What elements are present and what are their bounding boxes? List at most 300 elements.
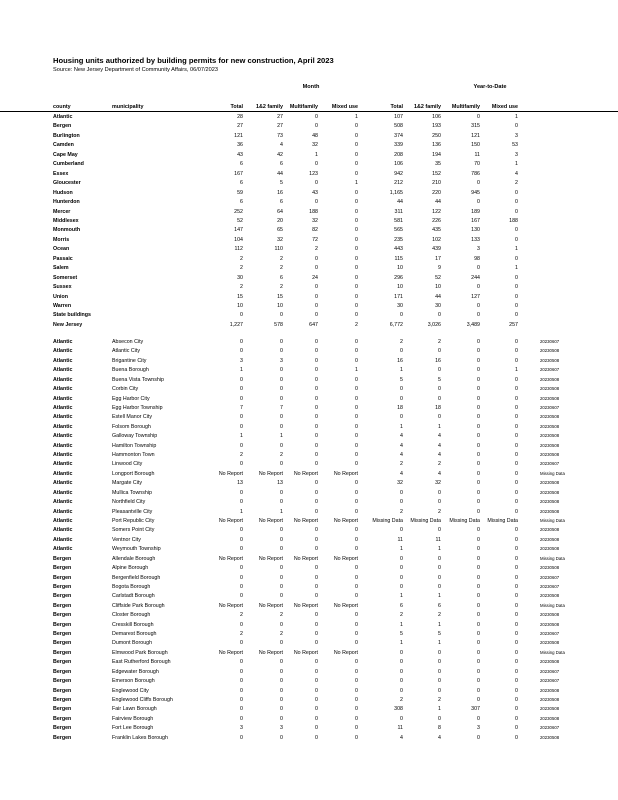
municipality-name: Atlantic City xyxy=(112,348,140,355)
cell-ytd-fam12: 5 xyxy=(438,631,441,638)
cell-month-fam12: 0 xyxy=(280,696,283,703)
cell-month-total: 0 xyxy=(240,499,243,506)
county-name: Bergen xyxy=(53,715,72,722)
cell-month-total: 28 xyxy=(237,114,243,120)
table-row xyxy=(0,404,618,412)
county-name: Bergen xyxy=(53,602,72,609)
cell-ytd-multi: 130 xyxy=(471,227,480,234)
county-name: Essex xyxy=(53,170,69,177)
cell-month-mixed: 1 xyxy=(355,180,358,187)
cell-month-multi: No Report xyxy=(293,555,318,562)
cell-month-mixed: 0 xyxy=(355,696,358,703)
cell-month-multi: 0 xyxy=(315,715,318,722)
county-name: Atlantic xyxy=(53,527,73,534)
county-name: Mercer xyxy=(53,208,71,215)
county-row xyxy=(0,113,618,121)
report-date-code: 20230508 xyxy=(540,508,560,514)
cell-ytd-multi: 244 xyxy=(471,274,480,281)
cell-month-total: 43 xyxy=(237,151,243,158)
table-row xyxy=(0,479,618,487)
cell-ytd-mixed: 0 xyxy=(515,395,518,402)
cell-ytd-fam12: 0 xyxy=(438,489,441,496)
municipality-name: Demarest Borough xyxy=(112,631,157,638)
report-date-code: 20230508 xyxy=(540,386,560,392)
cell-ytd-total: 0 xyxy=(400,312,403,319)
report-date-code: 20230607 xyxy=(540,583,560,589)
cell-ytd-mixed: 1 xyxy=(515,114,518,120)
county-row xyxy=(0,217,618,225)
cell-ytd-fam12: 1 xyxy=(438,546,441,553)
cell-ytd-fam12: 4 xyxy=(438,470,441,477)
cell-month-mixed: 0 xyxy=(355,574,358,581)
cell-ytd-total: 0 xyxy=(400,527,403,534)
cell-month-multi: 0 xyxy=(315,114,318,120)
county-row xyxy=(0,274,618,282)
cell-month-mixed: 0 xyxy=(355,123,358,130)
cell-month-multi: 0 xyxy=(315,312,318,319)
cell-ytd-fam12: 0 xyxy=(438,583,441,590)
municipality-name: Edgewater Borough xyxy=(112,668,159,675)
county-name: Bergen xyxy=(53,659,72,666)
cell-month-multi: 0 xyxy=(315,376,318,383)
cell-ytd-mixed: 0 xyxy=(515,725,518,732)
cell-month-mixed: 0 xyxy=(355,536,358,543)
cell-ytd-mixed: 1 xyxy=(515,161,518,168)
cell-month-total: 36 xyxy=(237,142,243,149)
cell-ytd-mixed: 0 xyxy=(515,284,518,291)
municipality-name: Fair Lawn Borough xyxy=(112,706,157,713)
cell-ytd-mixed: 0 xyxy=(515,583,518,590)
cell-month-mixed: 0 xyxy=(355,668,358,675)
cell-month-mixed: 0 xyxy=(355,480,358,487)
cell-ytd-multi: 3,489 xyxy=(466,321,480,328)
report-date-code: 20230508 xyxy=(540,489,560,495)
cell-ytd-mixed: 0 xyxy=(515,414,518,421)
cell-ytd-mixed: 0 xyxy=(515,527,518,534)
cell-month-mixed: 0 xyxy=(355,565,358,572)
county-name: Atlantic xyxy=(53,433,73,440)
cell-ytd-fam12: 0 xyxy=(438,668,441,675)
cell-ytd-fam12: 0 xyxy=(438,348,441,355)
cell-ytd-total: 311 xyxy=(394,208,403,215)
table-row xyxy=(0,564,618,572)
cell-ytd-multi: 0 xyxy=(477,480,480,487)
table-row xyxy=(0,536,618,544)
cell-ytd-total: 16 xyxy=(397,357,403,364)
county-row xyxy=(0,122,618,130)
cell-month-mixed: 0 xyxy=(355,236,358,243)
municipality-name: Fairview Borough xyxy=(112,715,154,722)
cell-month-total: 0 xyxy=(240,489,243,496)
county-name: Union xyxy=(53,293,69,300)
report-date-code: 20230508 xyxy=(540,442,560,448)
cell-month-fam12: 2 xyxy=(280,612,283,619)
cell-ytd-multi: 0 xyxy=(477,640,480,647)
cell-ytd-multi: 0 xyxy=(477,452,480,459)
cell-ytd-fam12: 4 xyxy=(438,442,441,449)
municipality-name: Northfield City xyxy=(112,499,146,506)
cell-month-multi: 647 xyxy=(309,321,318,328)
cell-ytd-multi: 0 xyxy=(477,442,480,449)
county-name: Bergen xyxy=(53,555,72,562)
county-name: Burlington xyxy=(53,132,80,139)
cell-ytd-fam12: 10 xyxy=(435,284,441,291)
county-name: Atlantic xyxy=(53,376,73,383)
report-date-code: Missing Data xyxy=(540,555,565,561)
table-row xyxy=(0,677,618,685)
cell-ytd-multi: 0 xyxy=(477,312,480,319)
report-date-code: 20230508 xyxy=(540,593,560,599)
cell-month-multi: 0 xyxy=(315,621,318,628)
cell-ytd-mixed: Missing Data xyxy=(487,517,518,524)
cell-month-mixed: 0 xyxy=(355,132,358,139)
cell-ytd-fam12: 0 xyxy=(438,386,441,393)
cell-month-fam12: 2 xyxy=(280,265,283,272)
cell-ytd-total: 2 xyxy=(400,339,403,345)
table-row xyxy=(0,432,618,440)
cell-ytd-mixed: 0 xyxy=(515,593,518,600)
table-row xyxy=(0,574,618,582)
cell-month-multi: 0 xyxy=(315,678,318,685)
cell-ytd-mixed: 0 xyxy=(515,303,518,309)
cell-month-fam12: 3 xyxy=(280,357,283,364)
table-row xyxy=(0,696,618,704)
cell-month-mixed: No Report xyxy=(333,555,358,562)
cell-ytd-multi: 0 xyxy=(477,433,480,440)
cell-ytd-mixed: 0 xyxy=(515,199,518,206)
report-date-code: 20230508 xyxy=(540,565,560,571)
cell-month-mixed: 0 xyxy=(355,461,358,468)
cell-ytd-total: 107 xyxy=(394,114,403,120)
cell-ytd-total: 1 xyxy=(400,423,403,430)
county-name: Atlantic xyxy=(53,367,73,374)
county-name: Monmouth xyxy=(53,227,81,234)
municipality-name: Linwood City xyxy=(112,461,143,468)
cell-month-fam12: 0 xyxy=(280,442,283,449)
cell-ytd-mixed: 3 xyxy=(515,132,518,139)
cell-ytd-mixed: 0 xyxy=(515,404,518,411)
county-name: Bergen xyxy=(53,734,72,741)
cell-month-fam12: No Report xyxy=(258,517,283,524)
county-name: Bergen xyxy=(53,583,72,590)
cell-month-total: 59 xyxy=(237,189,243,196)
cell-month-fam12: 16 xyxy=(277,189,283,196)
cell-month-multi: 0 xyxy=(315,414,318,421)
cell-month-mixed: 0 xyxy=(355,715,358,722)
county-name: Gloucester xyxy=(53,180,81,187)
report-date-code: 20230607 xyxy=(540,339,560,344)
report-date-code: 20230508 xyxy=(540,687,560,693)
cell-ytd-total: 106 xyxy=(394,161,403,168)
cell-month-total: 27 xyxy=(237,123,243,130)
cell-ytd-mixed: 0 xyxy=(515,480,518,487)
cell-month-fam12: 20 xyxy=(277,217,283,224)
cell-ytd-mixed: 0 xyxy=(515,734,518,741)
cell-month-total: 7 xyxy=(240,404,243,411)
municipality-name: Englewood Cliffs Borough xyxy=(112,696,173,703)
cell-ytd-total: 0 xyxy=(400,499,403,506)
cell-month-mixed: 0 xyxy=(355,395,358,402)
cell-ytd-fam12: 8 xyxy=(438,725,441,732)
county-name: Atlantic xyxy=(53,536,73,543)
cell-month-multi: 0 xyxy=(315,180,318,187)
county-row xyxy=(0,141,618,149)
cell-ytd-fam12: 0 xyxy=(438,527,441,534)
cell-month-multi: 0 xyxy=(315,480,318,487)
cell-month-multi: 43 xyxy=(312,189,318,196)
cell-ytd-mixed: 0 xyxy=(515,602,518,609)
report-date-code: 20230508 xyxy=(540,423,560,429)
cell-ytd-multi: 133 xyxy=(471,236,480,243)
cell-ytd-multi: 0 xyxy=(477,303,480,309)
report-date-code: 20230607 xyxy=(540,725,560,731)
cell-month-fam12: No Report xyxy=(258,555,283,562)
cell-month-multi: 0 xyxy=(315,527,318,534)
cell-month-total: 0 xyxy=(240,659,243,666)
cell-month-total: 6 xyxy=(240,199,243,206)
table-row xyxy=(0,668,618,676)
cell-ytd-total: 508 xyxy=(394,123,403,130)
cell-ytd-total: 4 xyxy=(400,734,403,741)
cell-ytd-mixed: 0 xyxy=(515,255,518,262)
county-name: Atlantic xyxy=(53,489,73,496)
municipality-name: Ventnor City xyxy=(112,536,141,543)
county-name: State buildings xyxy=(53,312,91,319)
cell-ytd-total: 18 xyxy=(397,404,403,411)
county-row xyxy=(0,321,618,329)
cell-ytd-total: 1,165 xyxy=(389,189,403,196)
cell-ytd-fam12: 35 xyxy=(435,161,441,168)
table-row xyxy=(0,451,618,459)
municipality-name: Somers Point City xyxy=(112,527,155,534)
cell-ytd-multi: 0 xyxy=(477,180,480,187)
cell-month-multi: 0 xyxy=(315,574,318,581)
cell-ytd-mixed: 0 xyxy=(515,433,518,440)
cell-month-multi: 0 xyxy=(315,565,318,572)
cell-month-fam12: 5 xyxy=(280,180,283,187)
cell-ytd-total: 0 xyxy=(400,386,403,393)
cell-ytd-multi: 0 xyxy=(477,508,480,515)
county-name: Atlantic xyxy=(53,546,73,553)
cell-month-multi: 72 xyxy=(312,236,318,243)
cell-ytd-mixed: 0 xyxy=(515,565,518,572)
cell-month-multi: 0 xyxy=(315,499,318,506)
cell-month-total: 0 xyxy=(240,461,243,468)
county-name: Atlantic xyxy=(53,339,73,345)
cell-ytd-mixed: 0 xyxy=(515,470,518,477)
cell-month-mixed: 0 xyxy=(355,659,358,666)
county-row xyxy=(0,283,618,291)
cell-ytd-multi: 307 xyxy=(471,706,480,713)
cell-ytd-mixed: 0 xyxy=(515,339,518,345)
cell-month-multi: 0 xyxy=(315,357,318,364)
county-name: Ocean xyxy=(53,246,70,253)
report-date-code: 20230508 xyxy=(540,414,560,420)
table-row xyxy=(0,583,618,591)
county-row xyxy=(0,189,618,197)
report-title: Housing units authorized by building permits for new construction, April 2023 xyxy=(53,56,334,65)
cell-month-multi: 0 xyxy=(315,423,318,430)
cell-month-mixed: 0 xyxy=(355,678,358,685)
table-row xyxy=(0,517,618,525)
report-date-code: 20230508 xyxy=(540,536,560,542)
cell-ytd-multi: 0 xyxy=(477,339,480,345)
cell-month-mixed: 0 xyxy=(355,255,358,262)
table-row xyxy=(0,498,618,506)
county-row xyxy=(0,198,618,206)
county-row xyxy=(0,226,618,234)
cell-month-total: 52 xyxy=(237,217,243,224)
cell-month-fam12: 73 xyxy=(277,132,283,139)
cell-month-multi: 0 xyxy=(315,255,318,262)
report-date-code: 20230607 xyxy=(540,404,560,410)
cell-ytd-total: 296 xyxy=(394,274,403,281)
cell-ytd-total: 5 xyxy=(400,376,403,383)
cell-month-fam12: 0 xyxy=(280,461,283,468)
municipality-name: Margate City xyxy=(112,480,143,487)
table-row xyxy=(0,385,618,393)
col-month-multi: Multifamily xyxy=(289,104,318,110)
cell-ytd-mixed: 0 xyxy=(515,631,518,638)
cell-month-multi: 0 xyxy=(315,386,318,393)
cell-month-multi: 82 xyxy=(312,227,318,234)
column-header-row xyxy=(0,103,618,112)
cell-month-mixed: 0 xyxy=(355,274,358,281)
cell-month-fam12: 1 xyxy=(280,508,283,515)
report-date-code: 20230607 xyxy=(540,461,560,467)
county-name: Bergen xyxy=(53,612,72,619)
cell-ytd-multi: 0 xyxy=(477,649,480,656)
cell-ytd-total: 44 xyxy=(397,199,403,206)
county-name: Atlantic xyxy=(53,452,73,459)
report-date-code: 20230508 xyxy=(540,715,560,721)
cell-ytd-total: 0 xyxy=(400,687,403,694)
table-row xyxy=(0,357,618,365)
cell-ytd-fam12: 17 xyxy=(435,255,441,262)
cell-ytd-total: 0 xyxy=(400,574,403,581)
cell-month-multi: 0 xyxy=(315,404,318,411)
cell-month-total: 0 xyxy=(240,706,243,713)
cell-month-total: 13 xyxy=(237,480,243,487)
cell-month-total: 1 xyxy=(240,433,243,440)
report-date-code: 20230508 xyxy=(540,348,560,354)
cell-ytd-multi: 315 xyxy=(471,123,480,130)
cell-month-total: 121 xyxy=(234,132,243,139)
cell-month-fam12: 110 xyxy=(274,246,283,253)
municipality-name: Buena Vista Township xyxy=(112,376,164,383)
cell-month-fam12: 2 xyxy=(280,255,283,262)
col-month-mixed: Mixed use xyxy=(331,104,358,110)
cell-ytd-total: 942 xyxy=(394,170,403,177)
cell-ytd-mixed: 1 xyxy=(515,265,518,272)
cell-ytd-multi: 0 xyxy=(477,348,480,355)
cell-month-multi: No Report xyxy=(293,517,318,524)
cell-ytd-mixed: 0 xyxy=(515,668,518,675)
cell-ytd-total: 212 xyxy=(394,180,403,187)
cell-month-total: 6 xyxy=(240,161,243,168)
cell-ytd-total: Missing Data xyxy=(372,517,403,524)
cell-ytd-fam12: 0 xyxy=(438,678,441,685)
cell-month-fam12: 1 xyxy=(280,433,283,440)
cell-month-multi: 0 xyxy=(315,546,318,553)
cell-month-fam12: 27 xyxy=(277,114,283,120)
cell-ytd-mixed: 0 xyxy=(515,461,518,468)
cell-ytd-total: 11 xyxy=(397,536,403,543)
county-name: Bergen xyxy=(53,687,72,694)
cell-month-fam12: 0 xyxy=(280,386,283,393)
cell-month-total: 112 xyxy=(234,246,243,253)
table-row xyxy=(0,545,618,553)
county-name: Bergen xyxy=(53,123,72,130)
table-row xyxy=(0,338,618,346)
cell-month-total: 0 xyxy=(240,527,243,534)
cell-month-mixed: No Report xyxy=(333,517,358,524)
col-ytd-mixed: Mixed use xyxy=(491,104,518,110)
table-row xyxy=(0,376,618,384)
county-row xyxy=(0,151,618,159)
cell-ytd-mixed: 4 xyxy=(515,170,518,177)
municipality-name: Hamilton Township xyxy=(112,442,157,449)
cell-ytd-multi: 0 xyxy=(477,668,480,675)
cell-month-fam12: 0 xyxy=(280,640,283,647)
county-name: Atlantic xyxy=(53,517,73,524)
cell-ytd-fam12: 152 xyxy=(432,170,441,177)
cell-month-fam12: 0 xyxy=(280,499,283,506)
cell-month-fam12: 6 xyxy=(280,274,283,281)
cell-ytd-multi: 0 xyxy=(477,546,480,553)
cell-ytd-total: 2 xyxy=(400,508,403,515)
cell-ytd-mixed: 0 xyxy=(515,696,518,703)
cell-ytd-mixed: 0 xyxy=(515,123,518,130)
cell-month-fam12: 0 xyxy=(280,668,283,675)
county-name: Cape May xyxy=(53,151,78,158)
cell-ytd-mixed: 0 xyxy=(515,715,518,722)
county-name: Hudson xyxy=(53,189,73,196)
municipality-name: Longport Borough xyxy=(112,470,155,477)
cell-month-total: 2 xyxy=(240,255,243,262)
cell-month-total: 0 xyxy=(240,565,243,572)
cell-month-mixed: 0 xyxy=(355,151,358,158)
cell-month-mixed: 0 xyxy=(355,508,358,515)
county-name: Atlantic xyxy=(53,461,73,468)
report-date-code: 20230508 xyxy=(540,452,560,458)
cell-month-total: 0 xyxy=(240,395,243,402)
county-name: Bergen xyxy=(53,725,72,732)
cell-month-mixed: 0 xyxy=(355,527,358,534)
cell-ytd-fam12: 0 xyxy=(438,649,441,656)
cell-month-total: No Report xyxy=(218,649,243,656)
cell-month-total: 104 xyxy=(234,236,243,243)
municipality-name: Pleasantville City xyxy=(112,508,153,515)
municipality-name: Hammonton Town xyxy=(112,452,155,459)
cell-month-fam12: 0 xyxy=(280,348,283,355)
municipality-name: Closter Borough xyxy=(112,612,151,619)
cell-month-fam12: 0 xyxy=(280,593,283,600)
cell-ytd-multi: 0 xyxy=(477,696,480,703)
cell-ytd-total: 32 xyxy=(397,480,403,487)
cell-ytd-multi: 0 xyxy=(477,678,480,685)
cell-ytd-total: 4 xyxy=(400,452,403,459)
county-row xyxy=(0,132,618,140)
report-date-code: 20230508 xyxy=(540,640,560,646)
cell-month-total: 1,227 xyxy=(229,321,243,328)
cell-ytd-multi: 0 xyxy=(477,574,480,581)
municipality-name: Bergenfield Borough xyxy=(112,574,161,581)
cell-ytd-multi: 0 xyxy=(477,602,480,609)
cell-month-total: 0 xyxy=(240,339,243,345)
cell-month-total: 0 xyxy=(240,386,243,393)
municipality-name: Weymouth Township xyxy=(112,546,161,553)
